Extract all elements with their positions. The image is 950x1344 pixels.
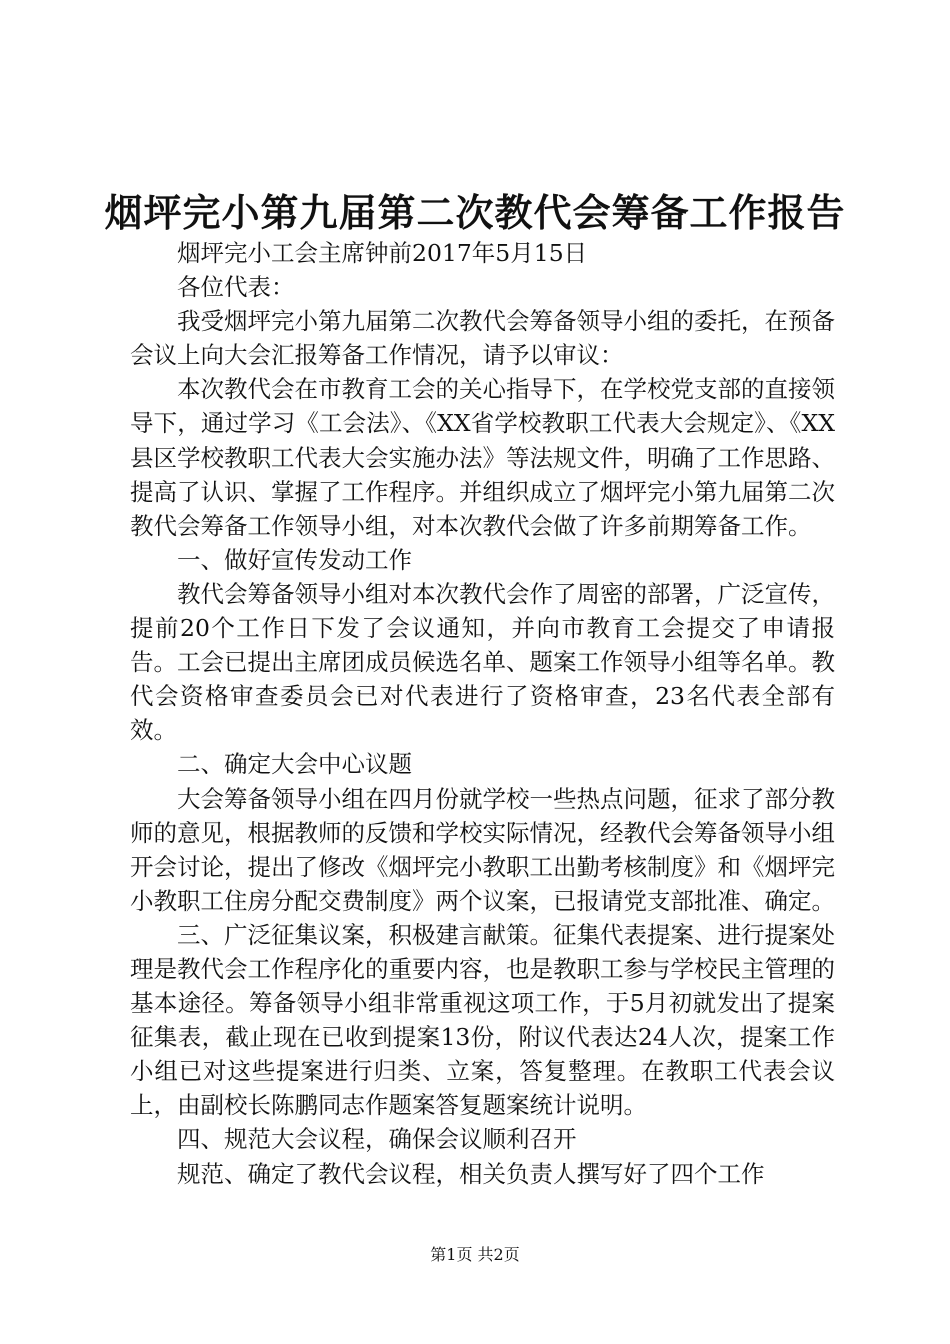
paragraph: 教代会筹备领导小组对本次教代会作了周密的部署，广泛宣传，提前20个工作日下发了会议通知，并向市教育工会提交了申请报告。工会已提出主席团成员候选名单、题案工作领导小组等名单。教代会资格审查委员会已对代表进行了资格审查，23名代表全部有效。 [130,579,835,745]
section-heading: 四、规范大会议程，确保会议顺利召开 [177,1125,577,1154]
document-title: 烟坪完小第九届第二次教代会筹备工作报告 [104,190,846,235]
document-body [130,236,835,1191]
section-heading: 一、做好宣传发动工作 [177,545,412,574]
paragraph: 本次教代会在市教育工会的关心指导下，在学校党支部的直接领导下，通过学习《工会法》、《XX省学校教职工代表大会规定》、《XX县区学校教职工代表大会实施办法》等法规文件，明确了工作思路、提高了认识、掌握了工作程序。并组织成立了烟坪完小第九届第二次教代会筹备工作领导小组，对本次教代会做了许多前期筹备工作。 [130,375,835,540]
author-date-line: 烟坪完小工会主席钟前2017年5月15日 [177,239,588,267]
paragraph: 大会筹备领导小组在四月份就学校一些热点问题，征求了部分教师的意见，根据教师的反馈和学校实际情况，经教代会筹备领导小组开会讨论，提出了修改《烟坪完小教职工出勤考核制度》和《烟坪完小教职工住房分配交费制度》两个议案，已报请党支部批准、确定。 [130,784,835,915]
page-number-footer: 第1页 共2页 [430,1245,520,1264]
salutation: 各位代表： [177,273,295,302]
paragraph: 三、广泛征集议案，积极建言献策。征集代表提案、进行提案处理是教代会工作程序化的重要内容，也是教职工参与学校民主管理的基本途径。筹备领导小组非常重视这项工作，于5月初就发出了提案征集表，截止现在已收到提案13份，附议代表达24人次，提案工作小组已对这些提案进行归类、立案，答复整理。在教职工代表会议上，由副校长陈鹏同志作题案答复题案统计说明。 [130,920,835,1120]
section-heading: 二、确定大会中心议题 [177,750,412,779]
paragraph: 我受烟坪完小第九届第二次教代会筹备领导小组的委托，在预备会议上向大会汇报筹备工作情况，请予以审议： [130,307,835,370]
paragraph: 规范、确定了教代会议程，相关负责人撰写好了四个工作 [177,1159,765,1188]
